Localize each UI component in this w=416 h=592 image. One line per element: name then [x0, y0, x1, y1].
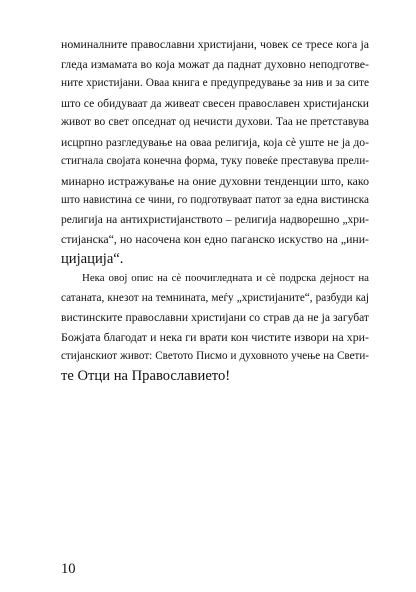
text-line: Божјата благодат и нека ги врати кон чистите извори на хри-: [61, 329, 369, 344]
text-line: минарно истражување на оние духовни тенденции што, како: [61, 173, 369, 188]
page-number: 10: [61, 561, 76, 577]
text-line: стијанскиот живот: Светото Писмо и духовното учење на Свети-: [61, 350, 369, 362]
paragraph-2: [61, 269, 369, 386]
text-line: стијанска“, но насочена кон едно паганско искуство на „ини-: [61, 232, 369, 246]
text-line: те Отци на Православието!: [61, 367, 231, 384]
text-line: вистинските православни христијани со страв да не ја загубат: [61, 311, 369, 324]
text-line: Нека овој опис на сѐ поочигледната и сѐ подрска дејност на: [82, 272, 369, 284]
text-line: номиналните православни христијани, човек се тресе кога ја: [61, 37, 369, 51]
text-line: исцрпно разгледување на оваа религија, која сѐ уште не ја до-: [61, 135, 369, 149]
text-line: живот во свет опседнат од нечисти духови. Таа не претставува: [61, 116, 369, 128]
body-text: [61, 35, 369, 386]
text-line: цијација“.: [61, 250, 124, 267]
text-line: ните христијани. Оваа книга е предупредување за нив и за сите: [61, 77, 369, 89]
text-line: стигнала својата конечна форма, туку повеќе преставува прели-: [61, 155, 369, 167]
paragraph-1: [61, 35, 369, 269]
text-line: што навистина се чини, го подготвуваат патот за една вистинска: [61, 194, 369, 206]
text-line: религија на антихристијанството – религија надворешно „хри-: [61, 213, 369, 226]
text-line: гледа измамата во која можат да паднат духовно неподготве-: [61, 56, 369, 71]
text-line: сатаната, кнезот на темнината, меѓу „христијаните“, разбуди кај: [61, 291, 369, 304]
text-line: што се обидуваат да живеат свесен православен христијански: [61, 96, 369, 110]
